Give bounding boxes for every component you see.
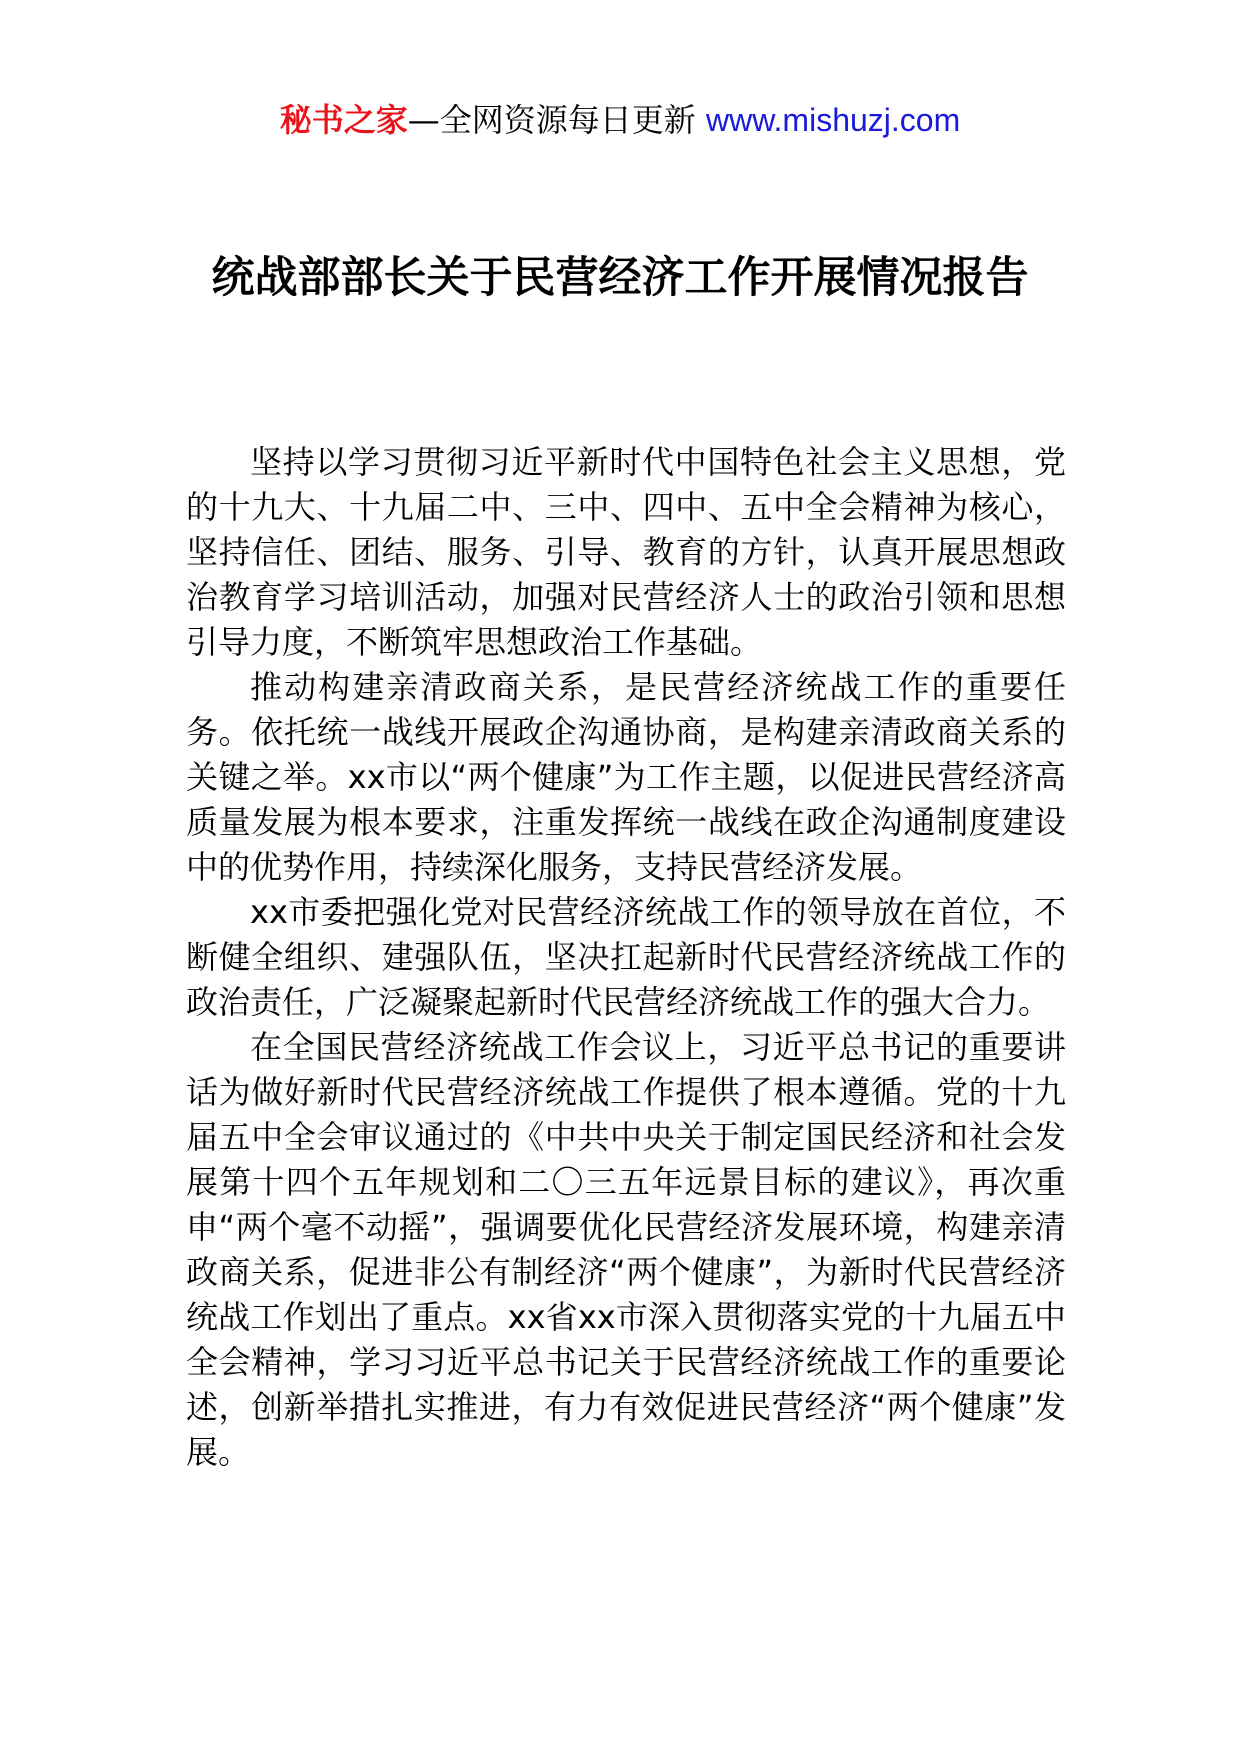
header-tagline: —全网资源每日更新: [407, 101, 696, 139]
paragraph-2: 推动构建亲清政商关系，是民营经济统战工作的重要任务。依托统一战线开展政企沟通协商，是构建亲清政商关系的关键之举。xx市以“两个健康”为工作主题，以促进民营经济高质量发展为根本要求，注重发挥统一战线在政企沟通制度建设中的优势作用，持续深化服务，支持民营经济发展。: [186, 668, 1066, 886]
brand-name: 秘书之家: [279, 101, 408, 139]
paragraph-3: xx市委把强化党对民营经济统战工作的领导放在首位，不断健全组织、建强队伍，坚决扛起新时代民营经济统战工作的政治责任，广泛凝聚起新时代民营经济统战工作的强大合力。: [186, 893, 1066, 1021]
document-body: [186, 440, 1066, 1475]
paragraph-4: 在全国民营经济统战工作会议上，习近平总书记的重要讲话为做好新时代民营经济统战工作提供了根本遵循。党的十九届五中全会审议通过的《中共中央关于制定国民经济和社会发展第十四个五年规划和二〇三五年远景目标的建议》，再次重申“两个毫不动摇”，强调要优化民营经济发展环境，构建亲清政商关系，促进非公有制经济“两个健康”，为新时代民营经济统战工作划出了重点。xx省xx市深入贯彻落实党的十九届五中全会精神，学习习近平总书记关于民营经济统战工作的重要论述，创新举措扎实推进，有力有效促进民营经济“两个健康”发展。: [186, 1028, 1066, 1471]
site-url-link[interactable]: www.mishuzj.com: [705, 102, 961, 138]
site-header: [0, 98, 1240, 142]
document-title: 统战部部长关于民营经济工作开展情况报告: [211, 253, 1029, 303]
paragraph-1: 坚持以学习贯彻习近平新时代中国特色社会主义思想，党的十九大、十九届二中、三中、四中、五中全会精神为核心，坚持信任、团结、服务、引导、教育的方针，认真开展思想政治教育学习培训活动，加强对民营经济人士的政治引领和思想引导力度，不断筑牢思想政治工作基础。: [186, 443, 1066, 661]
